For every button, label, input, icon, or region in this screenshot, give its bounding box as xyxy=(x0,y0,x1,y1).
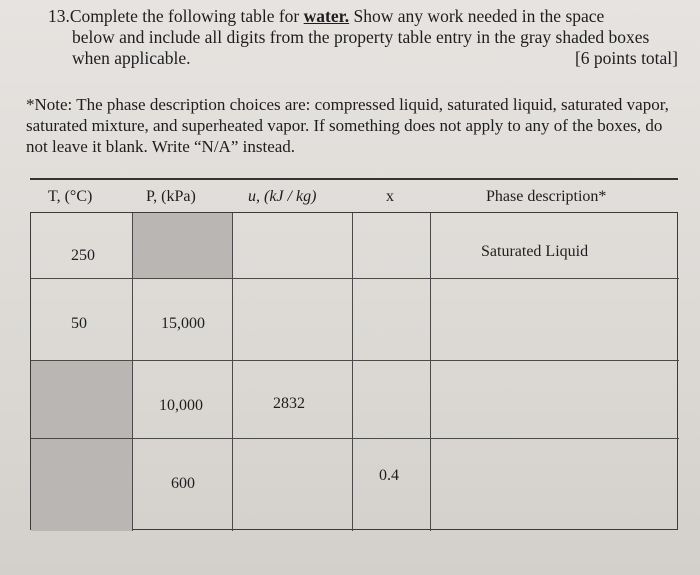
table-cell-quality-row1[interactable] xyxy=(353,213,431,279)
question-text-line2: below and include all digits from the property table entry in the gray shaded boxes xyxy=(72,27,650,47)
table-cell-quality-row4[interactable] xyxy=(353,439,431,531)
cell-value: 2832 xyxy=(273,395,305,412)
col-header-pressure: P, (kPa) xyxy=(146,188,196,205)
table-cell-temperature-row1[interactable] xyxy=(31,213,133,279)
table-cell-pressure-row1[interactable] xyxy=(133,213,233,279)
property-table xyxy=(30,212,678,530)
cell-value: 600 xyxy=(171,475,195,492)
table-cell-pressure-row4[interactable] xyxy=(133,439,233,531)
cell-value: Saturated Liquid xyxy=(481,243,589,260)
col-header-temperature: T, (°C) xyxy=(48,188,93,205)
cell-value: 50 xyxy=(71,315,87,332)
phase-note: *Note: The phase description choices are: compressed liquid, saturated liquid, saturated vapor, saturated mixture, and superheated vapor. If something does not apply to any of the boxes, do not leave it blank. Write “N/A” instead. xyxy=(26,95,669,156)
table-cell-phase-row2[interactable] xyxy=(431,279,679,361)
table-cell-pressure-row2[interactable] xyxy=(133,279,233,361)
header-rule xyxy=(30,178,678,180)
table-cell-phase-row4[interactable] xyxy=(431,439,679,531)
question-text-line3: when applicable. xyxy=(72,48,191,68)
cell-value: 15,000 xyxy=(161,315,205,332)
points-label: [6 points total] xyxy=(574,48,678,68)
question-bold-word: water. xyxy=(303,6,350,26)
table-cell-internal-energy-row1[interactable] xyxy=(233,213,353,279)
table-cell-quality-row2[interactable] xyxy=(353,279,431,361)
table-cell-phase-row1[interactable] xyxy=(431,213,679,279)
table-cell-phase-row3[interactable] xyxy=(431,361,679,439)
table-cell-internal-energy-row3[interactable] xyxy=(233,361,353,439)
col-header-internal-energy: u, (kJ / kg) xyxy=(248,188,317,205)
table-cell-temperature-row3[interactable] xyxy=(31,361,133,439)
table-cell-quality-row3[interactable] xyxy=(353,361,431,439)
col-header-phase: Phase description* xyxy=(486,188,607,205)
table-cell-temperature-row2[interactable] xyxy=(31,279,133,361)
table-cell-internal-energy-row2[interactable] xyxy=(233,279,353,361)
table-cell-temperature-row4[interactable] xyxy=(31,439,133,531)
table-cell-pressure-row3[interactable] xyxy=(133,361,233,439)
question-text-start: 13.Complete the following table for xyxy=(48,6,304,26)
col-header-quality: x xyxy=(386,188,394,205)
cell-value: 10,000 xyxy=(159,397,203,414)
cell-value: 250 xyxy=(71,247,95,264)
question-text-line1-end: Show any work needed in the space xyxy=(349,6,605,26)
question-13 xyxy=(48,6,688,69)
table-cell-internal-energy-row4[interactable] xyxy=(233,439,353,531)
cell-value: 0.4 xyxy=(379,467,399,484)
